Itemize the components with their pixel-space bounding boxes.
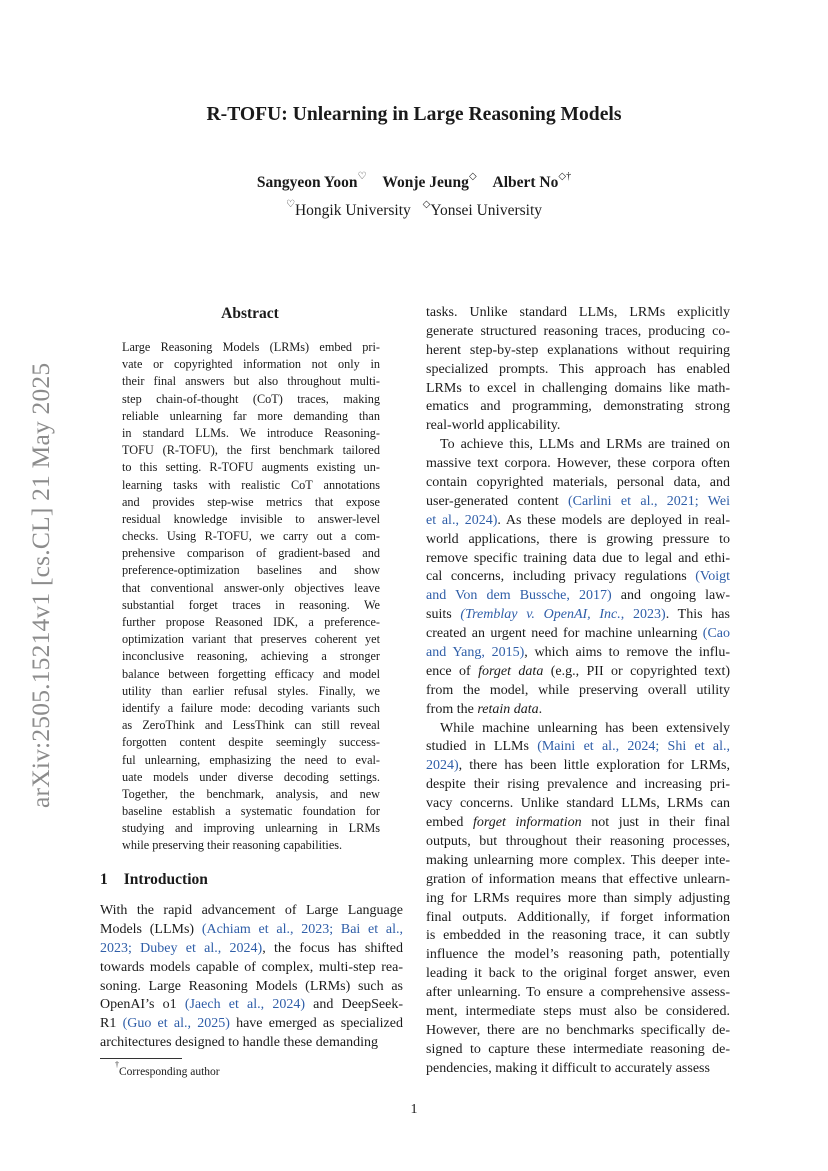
affiliation-mark: ◇† xyxy=(558,171,572,182)
abstract-line: identify a failure mode: decoding variants such xyxy=(122,700,380,715)
text-run: not just in their final xyxy=(581,815,730,831)
text-line xyxy=(426,682,730,701)
abstract-line: that conventional answer-only objectives leave xyxy=(122,580,380,595)
text-line xyxy=(426,984,730,1003)
text-line xyxy=(426,361,730,380)
text-run: from the xyxy=(426,701,478,717)
citation-link[interactable]: (Voigt xyxy=(695,569,730,585)
text-run: have emerged as specialized xyxy=(229,1016,403,1032)
citation-link[interactable]: 2023; Dubey et al., 2024) xyxy=(100,940,263,956)
footnote-rule xyxy=(100,1058,182,1059)
text-line xyxy=(426,738,730,757)
text-run: specialized prompts. This approach has enabled xyxy=(426,361,730,377)
text-run: ematics and programming, demonstrating strong xyxy=(426,399,730,415)
abstract-line: learning tasks with realistic CoT annotations xyxy=(122,477,380,492)
text-line xyxy=(426,380,730,399)
text-line xyxy=(426,644,730,663)
affiliation-mark: ◇ xyxy=(422,199,431,210)
text-line xyxy=(426,1060,730,1079)
page-number: 1 xyxy=(410,1102,418,1117)
text-run: soning. Large Reasoning Models (LRMs) such as xyxy=(100,978,403,994)
abstract-heading: Abstract xyxy=(221,305,279,322)
abstract-line: ful unlearning, emphasizing the need to eval- xyxy=(122,752,380,767)
text-line xyxy=(426,701,730,720)
abstract-line: checks. Using R-TOFU, we carry out a com- xyxy=(122,529,380,544)
text-run: after unlearning. To ensure a comprehensive assess- xyxy=(426,985,730,1001)
paper-title: R-TOFU: Unlearning in Large Reasoning Models xyxy=(206,104,622,125)
abstract-line: and provides step-wise metrics that expose xyxy=(122,494,380,509)
section-number: 1 xyxy=(100,871,108,888)
arxiv-identifier-stamp: arXiv:2505.15214v1 [cs.CL] 21 May 2025 xyxy=(26,362,55,809)
abstract-line: step chain-of-thought (CoT) traces, making xyxy=(122,391,380,406)
text-line xyxy=(426,606,730,625)
text-line xyxy=(426,455,730,474)
text-line xyxy=(426,909,730,928)
abstract-line: baseline establish a systematic foundation for xyxy=(122,804,380,819)
text-run: ence of xyxy=(426,663,479,679)
citation-link[interactable]: (Guo et al., 2025) xyxy=(122,1016,230,1032)
text-line xyxy=(426,304,730,323)
text-line xyxy=(426,568,730,587)
text-line xyxy=(426,531,730,550)
text-run: from the model, while preserving overall utility xyxy=(426,682,730,698)
text-run: making unlearning more complex. This deeper inte- xyxy=(426,852,730,868)
text-line xyxy=(426,323,730,342)
text-line xyxy=(100,921,403,940)
text-run: despite their rising prevalence and increasing pri- xyxy=(426,777,730,793)
citation-link[interactable]: , 2023) xyxy=(620,607,666,623)
text-run: , the focus has shifted xyxy=(262,940,403,956)
text-line xyxy=(426,550,730,569)
text-run: architectures designed to handle these demanding xyxy=(100,1035,378,1051)
text-run: LRMs to excel in challenging domains like math- xyxy=(426,380,730,396)
affiliation-name: Yonsei University xyxy=(430,202,543,220)
citation-link[interactable]: (Jaech et al., 2024) xyxy=(184,997,305,1013)
abstract-line: uate models under diverse decoding settings. xyxy=(122,769,380,784)
text-line xyxy=(426,625,730,644)
text-run: To achieve this, LLMs and LRMs are trained on xyxy=(440,437,730,453)
text-run: OpenAI’s o1 xyxy=(100,997,185,1013)
abstract-line: to this setting. R-TOFU augments existing un- xyxy=(122,460,380,475)
abstract-line: in standard LLMs. We introduce Reasoning- xyxy=(122,425,380,440)
text-run: . xyxy=(538,701,543,717)
text-line xyxy=(100,996,403,1015)
text-line xyxy=(426,436,730,455)
affiliation-2 xyxy=(422,199,543,220)
abstract-line: prehensive comparison of gradient-based and xyxy=(122,546,380,561)
text-line xyxy=(426,474,730,493)
text-run: suits xyxy=(426,607,461,623)
text-line xyxy=(426,965,730,984)
abstract-line: studying and improving unlearning in LRMs xyxy=(122,821,380,836)
text-line xyxy=(426,342,730,361)
abstract-line: inconclusive reasoning, achieving a stronger xyxy=(122,649,380,664)
abstract-line: their final answers but also throughout multi- xyxy=(122,374,380,389)
abstract-line: utility than earlier refusal styles. Finally, we xyxy=(122,683,380,698)
author-list xyxy=(0,173,828,192)
text-line xyxy=(100,978,403,997)
text-line xyxy=(426,398,730,417)
text-run: pendencies, making it difficult to accurately assess xyxy=(426,1060,710,1076)
text-run: leading it back to the original forget answer, even xyxy=(426,966,730,982)
section-title: Introduction xyxy=(123,871,208,888)
abstract-line: reliable unlearning far more demanding than xyxy=(122,408,380,423)
text-run: R1 xyxy=(100,1016,123,1032)
text-run: (e.g., PII or copyrighted text) xyxy=(543,663,730,679)
text-line xyxy=(426,871,730,890)
citation-link[interactable]: (Cao xyxy=(702,626,730,642)
text-run: and DeepSeek- xyxy=(305,997,403,1013)
text-line xyxy=(426,663,730,682)
text-line xyxy=(426,1003,730,1022)
affiliation-name: Hongik University xyxy=(294,202,411,220)
abstract-line: as ZeroThink and LessThink can still reveal xyxy=(122,718,380,733)
citation-link[interactable]: ( xyxy=(460,607,466,623)
intro-right-column xyxy=(426,304,730,1079)
text-run: outputs, but throughout their reasoning processes, xyxy=(426,833,730,849)
intro-left-column xyxy=(100,902,403,1053)
text-run: is embedded in the reasoning trace, it can subtly xyxy=(426,928,730,944)
emphasized-term: forget information xyxy=(472,815,582,831)
affiliation-mark: ◇ xyxy=(468,171,477,182)
text-run: . This has xyxy=(665,607,730,623)
text-line xyxy=(426,776,730,795)
abstract-line: preference-optimization baselines and show xyxy=(122,563,380,578)
footnote-text: Corresponding author xyxy=(119,1065,220,1078)
text-line xyxy=(426,587,730,606)
text-run: , which aims to remove the influ- xyxy=(524,645,731,661)
author-3 xyxy=(492,171,572,192)
author-2 xyxy=(382,171,477,192)
text-line xyxy=(426,720,730,739)
section-heading-introduction xyxy=(100,871,208,889)
text-line xyxy=(426,927,730,946)
citation-link[interactable]: and Yang, 2015) xyxy=(426,645,525,661)
affiliation-mark: ♡ xyxy=(357,171,367,182)
text-line xyxy=(426,833,730,852)
text-line xyxy=(426,757,730,776)
text-run: ment, intermediate steps must also be considered. xyxy=(426,1003,730,1019)
text-run: . As these models are deployed in real- xyxy=(497,512,730,528)
text-line xyxy=(426,1022,730,1041)
abstract-line: while preserving their reasoning capabilities. xyxy=(122,838,343,853)
abstract-line: balance between forgetting efficacy and model xyxy=(122,666,380,681)
text-run: world applications, there is growing pressure to xyxy=(426,531,730,547)
text-run: final outputs. Additionally, if forget information xyxy=(426,909,730,925)
text-run: cal concerns, including privacy regulations xyxy=(426,569,696,585)
abstract-line: optimization variant that preserves coherent yet xyxy=(122,632,380,647)
affiliation-1 xyxy=(285,199,411,220)
text-run: user-generated content xyxy=(426,493,569,509)
footnote xyxy=(115,1060,220,1078)
text-run: With the rapid advancement of Large Language xyxy=(100,903,403,918)
abstract-line: Together, the benchmark, analysis, and new xyxy=(122,786,380,801)
text-run: However, there are no benchmarks specifically de- xyxy=(426,1022,730,1038)
emphasized-term: retain data xyxy=(477,701,539,717)
text-run: generate structured reasoning traces, producing co- xyxy=(426,323,730,339)
text-line xyxy=(426,417,730,436)
text-run: vacy concerns. Unlike standard LLMs, LRMs can xyxy=(426,796,730,812)
text-run: real-world applicability. xyxy=(426,418,561,434)
text-line xyxy=(100,959,403,978)
citation-link[interactable]: 2024) xyxy=(426,758,459,774)
footnote-mark: † xyxy=(115,1060,119,1069)
text-run: and ongoing law- xyxy=(611,588,730,604)
text-run: , there has been little exploration for LRMs, xyxy=(458,758,730,774)
author-name: Wonje Jeung xyxy=(382,174,469,192)
abstract-body xyxy=(122,339,380,855)
emphasized-term: forget data xyxy=(478,663,544,679)
text-line xyxy=(426,946,730,965)
text-run: influence the model’s reasoning path, potentially xyxy=(426,947,730,963)
affiliation-list xyxy=(0,201,828,220)
text-line xyxy=(426,512,730,531)
abstract-line: residual knowledge invisible to answer-level xyxy=(122,511,380,526)
abstract-line: substantial forget traces in reasoning. We xyxy=(122,597,380,612)
citation-link[interactable]: (Maini et al., 2024; Shi et al., xyxy=(537,739,730,755)
abstract-line: further propose Reasoned IDK, a preference- xyxy=(122,615,380,629)
text-line xyxy=(426,1041,730,1060)
text-run: signed to capture these intermediate reasoning de- xyxy=(426,1041,730,1057)
citation-link[interactable]: (Carlini et al., 2021; Wei xyxy=(568,493,730,509)
text-run: studied in LLMs xyxy=(426,739,538,755)
text-run: embed xyxy=(426,815,473,831)
text-run: ing for LRMs requires more than simply adjusting xyxy=(426,890,730,906)
author-name: Albert No xyxy=(492,174,559,192)
text-line xyxy=(100,1015,403,1034)
abstract-line: Large Reasoning Models (LRMs) embed pri- xyxy=(122,340,380,354)
text-run: contain copyrighted materials, personal data, and xyxy=(426,475,730,491)
text-line xyxy=(100,1034,403,1053)
text-line xyxy=(426,890,730,909)
text-run: Models (LLMs) xyxy=(100,921,202,937)
text-run: remove specific training data due to legal and ethi- xyxy=(426,550,730,566)
citation-link[interactable]: et al., 2024) xyxy=(426,512,498,528)
text-run: gration of information means that effective unlearn- xyxy=(426,871,730,887)
affiliation-mark: ♡ xyxy=(285,199,295,210)
text-run: created an urgent need for machine unlearning xyxy=(426,626,703,642)
text-line xyxy=(426,814,730,833)
author-1 xyxy=(256,171,367,192)
text-run: herent step-by-step explanations without requiring xyxy=(426,342,730,358)
text-run: towards models capable of complex, multi-step rea- xyxy=(100,959,403,975)
text-line xyxy=(426,493,730,512)
text-line xyxy=(426,852,730,871)
text-run: tasks. Unlike standard LLMs, LRMs explicitly xyxy=(426,305,730,320)
author-name: Sangyeon Yoon xyxy=(256,174,358,192)
abstract-line: forgotten content despite seemingly success- xyxy=(122,735,380,750)
text-line xyxy=(100,902,403,921)
text-line xyxy=(100,940,403,959)
citation-link[interactable]: Tremblay v. OpenAI, Inc. xyxy=(465,607,621,623)
text-run: While machine unlearning has been extensively xyxy=(440,720,730,736)
text-run: massive text corpora. However, these corpora often xyxy=(426,456,730,472)
citation-link[interactable]: and Von dem Bussche, 2017) xyxy=(426,588,612,604)
text-line xyxy=(426,795,730,814)
abstract-line: vate or copyrighted information not only in xyxy=(122,357,380,372)
citation-link[interactable]: (Achiam et al., 2023; Bai et al., xyxy=(201,921,403,937)
abstract-line: TOFU (R-TOFU), the first benchmark tailored xyxy=(122,443,380,458)
